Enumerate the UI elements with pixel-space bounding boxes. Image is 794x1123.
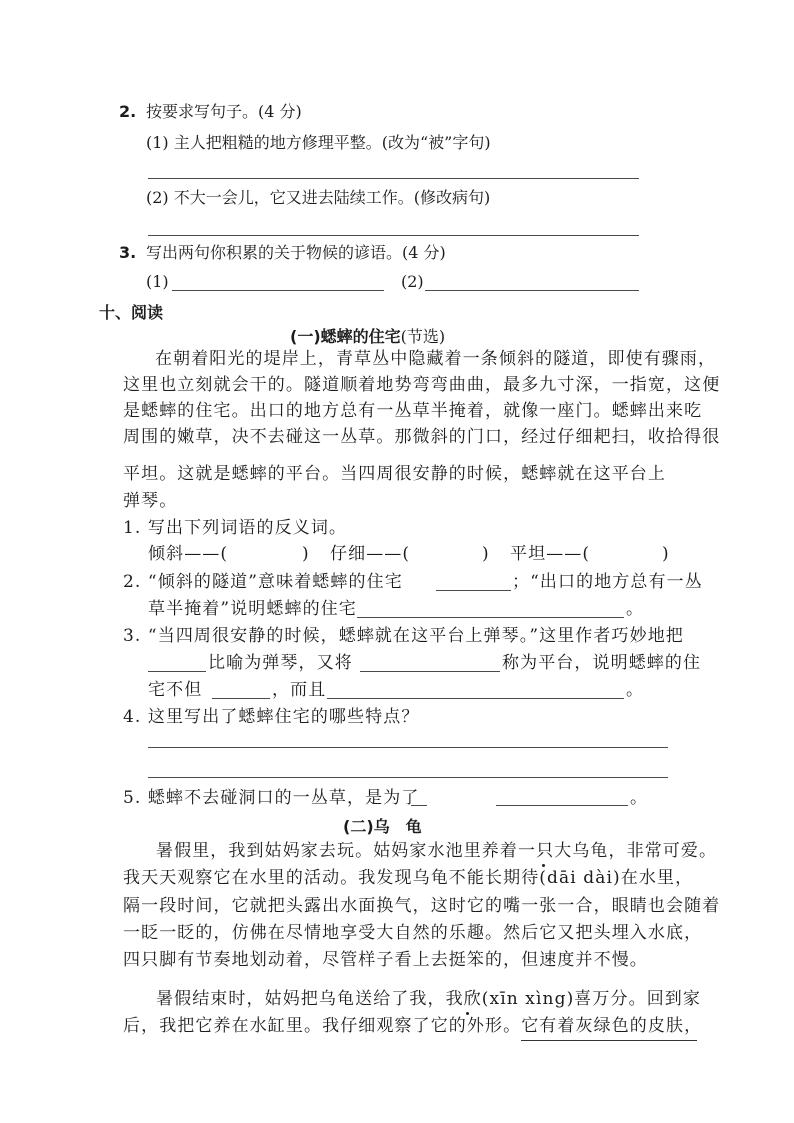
emphasis-dot — [542, 864, 545, 867]
answer-line[interactable] — [148, 178, 639, 179]
p1-question-3-c: 称为平台，说明蟋蟀的住 — [502, 653, 702, 673]
passage-2-line: 一眨一眨的，仿佛在尽情地享受大自然的乐趣。然后它又把头埋入水底， — [123, 923, 703, 943]
answer-line[interactable] — [327, 698, 624, 699]
answer-line[interactable] — [357, 617, 624, 618]
passage-2-line: 暑假里，我到姑妈家去玩。姑妈家水池里养着一只大乌龟，非常可爱。 — [156, 841, 718, 861]
p1-question-2-c: 草半掩着”说明蟋蟀的住宅 — [148, 599, 357, 619]
answer-line[interactable] — [148, 235, 639, 236]
emphasis-dot — [466, 1012, 469, 1015]
answer-line[interactable] — [411, 805, 427, 806]
close-paren: ) — [302, 544, 310, 564]
passage-2-line: 后，我把它养在水缸里。我仔细观察了它的外形。它有着灰绿色的皮肤， — [123, 1016, 703, 1036]
p1-question-3-d: 宅不但 — [148, 680, 203, 700]
p1-question-3-a: 3. “当四周很安静的时候，蟋蟀就在这平台上弹琴。”这里作者巧妙地把 — [123, 626, 684, 646]
passage-1-line: 在朝着阳光的堤岸上，青草丛中隐藏着一条倾斜的隧道，即使有骤雨， — [155, 349, 717, 369]
answer-line[interactable] — [360, 671, 500, 672]
close-paren: ) — [482, 544, 490, 564]
answer-line[interactable] — [425, 290, 639, 291]
passage-1-title-wrap — [290, 329, 445, 345]
p1-question-2-b: ；“出口的地方总有一丛 — [512, 572, 703, 592]
answer-line[interactable] — [212, 698, 270, 699]
passage-1-line: 平坦。这就是蟋蟀的平台。当四周很安静的时候，蟋蟀就在这平台上 — [123, 464, 666, 484]
p1-question-2-a: 2. “倾斜的隧道”意味着蟋蟀的住宅 — [123, 572, 403, 592]
passage-2-line: 隔一段时间，它就把头露出水面换气，这时它的嘴一张一合，眼睛也会随着 — [123, 896, 721, 916]
q3-answer-1-label: (1) — [146, 272, 169, 291]
q2-title: 按要求写句子。(4 分) — [146, 102, 302, 121]
q3-title: 写出两句你积累的关于物候的谚语。(4 分) — [146, 243, 446, 262]
p1-question-4: 4. 这里写出了蟋蟀住宅的哪些特点？ — [123, 707, 420, 727]
period: 。 — [630, 788, 649, 808]
close-paren: ) — [662, 544, 670, 564]
answer-line[interactable] — [148, 671, 206, 672]
p1-question-5: 5. 蟋蟀不去碰洞口的一丛草，是为了 — [123, 788, 420, 808]
passage-1-title-note: (节选) — [400, 327, 446, 346]
passage-2-title: (二)乌 龟 — [343, 817, 422, 836]
p1-question-3-b: 比喻为弹琴，又将 — [208, 653, 353, 673]
period: 。 — [626, 680, 645, 700]
section-heading: 十、阅读 — [99, 303, 164, 322]
q2-sentence-1: (1) 主人把粗糙的地方修理平整。(改为“被”字句) — [146, 133, 491, 152]
antonym-1-label: 倾斜——( — [148, 544, 229, 564]
passage-1-line: 是蟋蟀的住宅。出口的地方总有一丛草半掩着，就像一座门。蟋蟀出来吃 — [123, 401, 703, 421]
passage-1-line: 这里也立刻就会干的。隧道顺着地势弯弯曲曲，最多九寸深，一指宽，这便 — [123, 375, 721, 395]
passage-2-line: 我天天观察它在水里的活动。我发现乌龟不能长期待(dāi dài)在水里， — [123, 868, 694, 888]
passage-1-title: (一)蟋蟀的住宅 — [290, 327, 401, 346]
answer-line[interactable] — [172, 290, 384, 291]
q3-number: 3. — [119, 243, 137, 262]
antonym-2-label: 仔细——( — [330, 544, 411, 564]
q2-number: 2. — [119, 102, 137, 121]
answer-line[interactable] — [148, 777, 668, 778]
antonym-3-label: 平坦——( — [510, 544, 591, 564]
period: 。 — [626, 599, 645, 619]
passage-1-line: 周围的嫩草，决不去碰这一丛草。那微斜的门口，经过仔细耙扫，收拾得很 — [123, 427, 721, 447]
p1-question-3-e: ，而且 — [272, 680, 327, 700]
passage-2-line: 暑假结束时，姑妈把乌龟送给了我，我欣(xīn xìng)喜万分。回到家 — [156, 989, 701, 1009]
q3-answer-2-label: (2) — [401, 272, 424, 291]
underline-mark — [521, 1040, 697, 1041]
answer-line[interactable] — [148, 747, 668, 748]
q2-sentence-2: (2) 不大一会儿，它又进去陆续工作。(修改病句) — [146, 188, 491, 207]
answer-line[interactable] — [496, 805, 628, 806]
passage-2-line: 四只脚有节奏地划动着，尽管样子看上去挺笨的，但速度并不慢。 — [123, 950, 648, 970]
p1-question-1: 1. 写出下列词语的反义词。 — [123, 518, 348, 538]
passage-1-line: 弹琴。 — [123, 491, 178, 511]
answer-line[interactable] — [436, 590, 511, 591]
